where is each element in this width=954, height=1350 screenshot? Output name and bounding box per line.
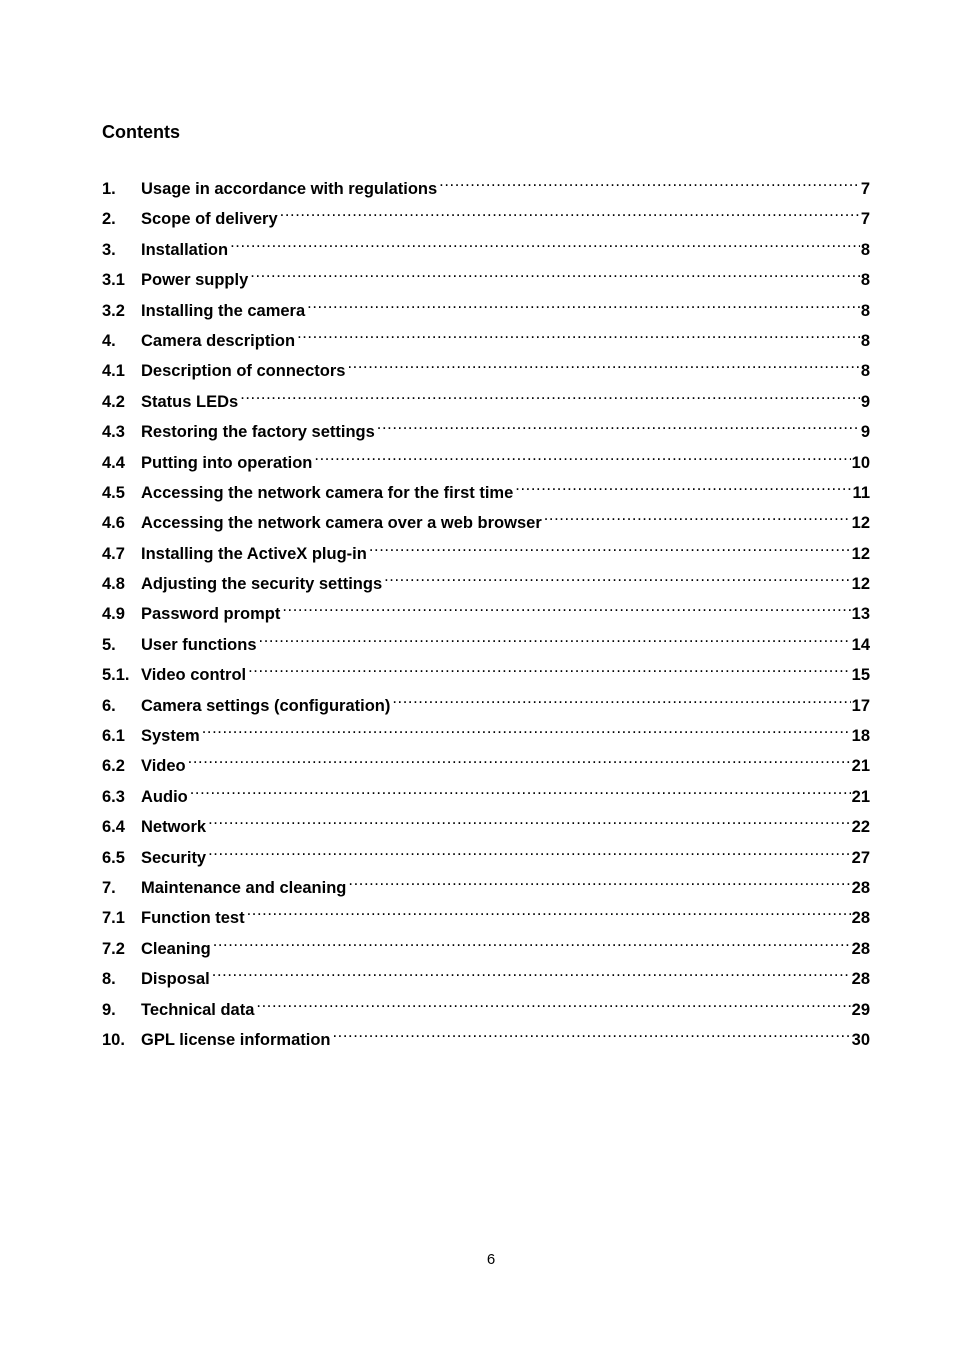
toc-entry-number: 5.: [102, 635, 116, 654]
toc-entry-page: 8: [860, 331, 870, 350]
toc-dot-leader: [307, 290, 860, 316]
toc-entry-number: 4.1: [102, 362, 125, 381]
toc-entry-number: 4.7: [102, 544, 125, 563]
toc-dot-leader: [392, 685, 850, 711]
toc-entry[interactable]: [102, 867, 870, 897]
toc-entry-number: 1.: [102, 180, 116, 198]
toc-entry-title: Video control: [141, 666, 247, 685]
toc-dot-leader: [202, 715, 851, 741]
toc-dot-leader: [280, 198, 860, 224]
toc-dot-leader: [188, 745, 851, 771]
toc-entry-page: 13: [851, 605, 870, 624]
toc-entry-number: 6.: [102, 696, 116, 715]
toc-entry-page: 17: [851, 696, 870, 715]
toc-entry-title: Accessing the network camera over a web browser: [141, 514, 542, 533]
toc-entry-title: Installation: [141, 240, 229, 259]
toc-entry[interactable]: [102, 533, 870, 563]
toc-dot-leader: [208, 806, 851, 832]
toc-entry[interactable]: [102, 806, 870, 836]
toc-entry[interactable]: [102, 654, 870, 684]
toc-entry[interactable]: [102, 989, 870, 1019]
toc-dot-leader: [259, 624, 851, 650]
toc-entry[interactable]: [102, 411, 870, 441]
toc-entry[interactable]: [102, 290, 870, 320]
table-of-contents: [102, 168, 870, 1049]
toc-entry-page: 28: [851, 878, 870, 897]
toc-entry-number: 7.: [102, 878, 116, 897]
toc-dot-leader: [369, 533, 851, 559]
toc-entry[interactable]: [102, 259, 870, 289]
toc-entry-number: 9.: [102, 1000, 116, 1019]
toc-entry-number: 10.: [102, 1030, 125, 1049]
toc-entry-page: 28: [851, 970, 870, 989]
toc-entry-number: 6.5: [102, 848, 125, 867]
toc-dot-leader: [384, 563, 851, 589]
toc-entry-title: Restoring the factory settings: [141, 423, 375, 442]
toc-entry-title: Installing the ActiveX plug-in: [141, 544, 367, 563]
toc-entry[interactable]: [102, 168, 870, 198]
toc-dot-leader: [230, 229, 860, 255]
toc-entry-page: 7: [860, 180, 870, 198]
toc-entry[interactable]: [102, 715, 870, 745]
toc-entry[interactable]: [102, 563, 870, 593]
toc-entry-page: 10: [851, 453, 870, 472]
toc-entry-title: Accessing the network camera for the first time: [141, 483, 514, 502]
toc-entry-page: 12: [851, 544, 870, 563]
toc-entry-number: 4.8: [102, 575, 125, 594]
toc-entry[interactable]: [102, 624, 870, 654]
toc-dot-leader: [439, 168, 860, 194]
toc-entry-number: 6.1: [102, 727, 125, 746]
toc-dot-leader: [247, 897, 851, 923]
toc-entry[interactable]: [102, 350, 870, 380]
toc-entry-page: 8: [860, 240, 870, 259]
toc-entry-number: 3.2: [102, 301, 125, 320]
toc-entry-page: 29: [851, 1000, 870, 1019]
toc-entry-title: User functions: [141, 635, 257, 654]
toc-dot-leader: [213, 928, 851, 954]
toc-entry-page: 7: [860, 210, 870, 229]
toc-entry-page: 11: [852, 483, 870, 502]
toc-dot-leader: [256, 989, 850, 1015]
toc-entry-number: 6.2: [102, 757, 125, 776]
toc-dot-leader: [314, 442, 850, 468]
toc-dot-leader: [248, 654, 851, 680]
toc-entry-page: 21: [851, 787, 870, 806]
toc-entry-title: Installing the camera: [141, 301, 306, 320]
toc-entry-number: 7.1: [102, 909, 125, 928]
toc-entry-page: 27: [851, 848, 870, 867]
toc-dot-leader: [377, 411, 860, 437]
toc-entry[interactable]: [102, 381, 870, 411]
toc-entry-page: 15: [851, 666, 870, 685]
toc-entry-number: 2.: [102, 210, 116, 229]
toc-entry-title: Security: [141, 848, 207, 867]
toc-entry-number: 7.2: [102, 939, 125, 958]
toc-entry-page: 9: [860, 392, 870, 411]
toc-entry[interactable]: [102, 928, 870, 958]
toc-entry-title: System: [141, 727, 200, 746]
toc-dot-leader: [515, 472, 851, 498]
toc-entry-title: Description of connectors: [141, 362, 346, 381]
toc-entry-number: 4.9: [102, 605, 125, 624]
toc-entry[interactable]: [102, 1019, 870, 1049]
toc-entry-title: Video: [141, 757, 186, 776]
toc-entry-title: Camera settings (configuration): [141, 696, 391, 715]
toc-entry[interactable]: [102, 320, 870, 350]
toc-entry[interactable]: [102, 229, 870, 259]
toc-entry-title: Function test: [141, 909, 245, 928]
toc-entry[interactable]: [102, 958, 870, 988]
toc-entry-page: 30: [851, 1030, 870, 1049]
toc-entry-title: Usage in accordance with regulations: [141, 180, 438, 198]
toc-entry-number: 6.4: [102, 818, 125, 837]
toc-dot-leader: [250, 259, 860, 285]
toc-entry-page: 12: [851, 575, 870, 594]
toc-entry[interactable]: [102, 198, 870, 228]
toc-entry-page: 14: [851, 635, 870, 654]
toc-dot-leader: [297, 320, 860, 346]
toc-entry-number: 4.4: [102, 453, 125, 472]
toc-entry[interactable]: [102, 442, 870, 472]
toc-dot-leader: [282, 593, 850, 619]
toc-entry-page: 9: [860, 423, 870, 442]
toc-dot-leader: [240, 381, 860, 407]
toc-entry-title: Status LEDs: [141, 392, 239, 411]
toc-entry-title: Power supply: [141, 271, 249, 290]
toc-entry-page: 12: [851, 514, 870, 533]
toc-entry-title: Adjusting the security settings: [141, 575, 383, 594]
toc-entry[interactable]: [102, 685, 870, 715]
toc-dot-leader: [348, 867, 850, 893]
toc-entry-page: 8: [860, 301, 870, 320]
toc-entry-number: 5.1.: [102, 666, 130, 685]
toc-entry-title: Cleaning: [141, 939, 211, 958]
contents-heading: Contents: [102, 122, 180, 142]
toc-dot-leader: [212, 958, 851, 984]
toc-entry-title: Scope of delivery: [141, 210, 278, 229]
toc-entry[interactable]: [102, 897, 870, 927]
toc-entry-number: 3.: [102, 240, 116, 259]
toc-dot-leader: [208, 837, 851, 863]
toc-entry-page: 22: [851, 818, 870, 837]
toc-entry-number: 8.: [102, 970, 116, 989]
toc-entry-page: 28: [851, 909, 870, 928]
toc-entry-title: Camera description: [141, 331, 296, 350]
toc-entry-title: Maintenance and cleaning: [141, 878, 347, 897]
toc-entry-page: 28: [851, 939, 870, 958]
toc-entry-title: Audio: [141, 787, 188, 806]
toc-entry-title: Password prompt: [141, 605, 281, 624]
toc-entry-number: 3.1: [102, 271, 125, 290]
toc-dot-leader: [190, 776, 851, 802]
toc-entry[interactable]: [102, 472, 870, 502]
toc-entry-title: GPL license information: [141, 1030, 331, 1049]
toc-entry-number: 6.3: [102, 787, 125, 806]
toc-dot-leader: [544, 502, 851, 528]
toc-entry[interactable]: [102, 776, 870, 806]
toc-entry-title: Network: [141, 818, 207, 837]
toc-entry-page: 8: [860, 271, 870, 290]
toc-entry-title: Disposal: [141, 970, 210, 989]
toc-entry-number: 4.2: [102, 392, 125, 411]
toc-dot-leader: [347, 350, 859, 376]
toc-entry[interactable]: [102, 745, 870, 775]
toc-entry-number: 4.6: [102, 514, 125, 533]
toc-entry-title: Technical data: [141, 1000, 255, 1019]
page-number: 6: [486, 1251, 496, 1268]
toc-entry-number: 4.5: [102, 483, 125, 502]
toc-entry[interactable]: [102, 593, 870, 623]
toc-entry-page: 18: [851, 727, 870, 746]
toc-dot-leader: [332, 1019, 850, 1045]
toc-entry-title: Putting into operation: [141, 453, 313, 472]
toc-entry-page: 21: [851, 757, 870, 776]
toc-entry-number: 4.: [102, 331, 116, 350]
toc-entry-number: 4.3: [102, 423, 125, 442]
toc-entry[interactable]: [102, 502, 870, 532]
toc-entry[interactable]: [102, 837, 870, 867]
toc-entry-page: 8: [860, 362, 870, 381]
